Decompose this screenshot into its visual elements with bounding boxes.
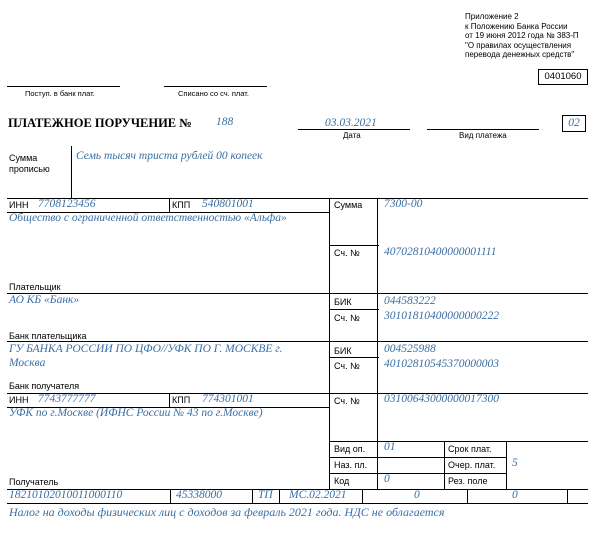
payee-bank-name-2: Москва: [9, 357, 46, 369]
received-label: Поступ. в банк плат.: [25, 89, 95, 98]
grid-line: [506, 441, 507, 490]
payer-bank-account-label: Сч. №: [334, 313, 360, 323]
grid-line: [329, 473, 506, 474]
payee-kpp: 774301001: [202, 393, 254, 405]
payer-account: 40702810400000001111: [384, 246, 497, 258]
date-label: Дата: [343, 131, 361, 140]
payer-account-label: Сч. №: [334, 248, 360, 258]
payee-account-label: Сч. №: [334, 396, 360, 406]
order-number: 188: [216, 116, 234, 128]
order-date: 03.03.2021: [325, 117, 377, 129]
payment-purpose: Налог на доходы физических лиц с доходов за февраль 2021 года. НДС не облагается: [9, 505, 445, 519]
operation-priority: 5: [512, 457, 518, 469]
payee-bank-bik-label: БИК: [334, 346, 352, 356]
grid-line: [467, 489, 468, 503]
tax-basis: ТП: [258, 489, 273, 501]
payee-bank-name-1: ГУ БАНКА РОССИИ ПО ЦФО//УФК ПО Г. МОСКВЕ г.: [9, 343, 283, 355]
payee-label: Получатель: [9, 477, 59, 487]
appendix-line-4: "О правилах осуществления: [465, 40, 572, 50]
payee-bank-label: Банк получателя: [9, 381, 80, 391]
payer-kpp: 540801001: [202, 198, 254, 210]
payee-bank-account: 40102810545370000003: [384, 358, 499, 370]
payee-bank-account-label: Сч. №: [334, 361, 360, 371]
grid-line: [170, 489, 171, 503]
operation-type: 01: [384, 441, 396, 453]
operation-type-label: Вид оп.: [334, 444, 366, 454]
payee-inn-label: ИНН: [9, 395, 29, 405]
received-line: [7, 86, 120, 87]
operation-purpose-label: Наз. пл.: [334, 460, 368, 470]
payment-type-label: Вид платежа: [459, 131, 507, 140]
grid-line: [329, 198, 330, 490]
payer-bank-label: Банк плательщика: [9, 331, 87, 341]
payer-inn-label: ИНН: [9, 200, 29, 210]
amount-label: Сумма: [334, 200, 363, 210]
operation-code-label: Код: [334, 476, 350, 486]
grid-line: [329, 457, 506, 458]
appendix-note: [465, 12, 579, 60]
grid-line: [7, 503, 588, 504]
page-title: ПЛАТЕЖНОЕ ПОРУЧЕНИЕ №: [8, 116, 192, 130]
appendix-line-2: к Положению Банка России: [465, 21, 568, 31]
amount-words-value: Семь тысяч триста рублей 00 копеек: [76, 150, 263, 162]
grid-line: [567, 489, 568, 503]
appendix-line-1: Приложение 2: [465, 12, 519, 21]
tax-oktmo: 45338000: [176, 489, 222, 501]
amount-value: 7300-00: [384, 198, 423, 210]
grid-line: [7, 341, 588, 342]
grid-line: [444, 441, 445, 490]
amount-words-label-1: Сумма: [9, 153, 38, 163]
appendix-line-3: от 19 июня 2012 года № 383-П: [465, 31, 579, 40]
grid-line: [329, 357, 379, 358]
operation-code: 0: [384, 473, 390, 485]
payer-label: Плательщик: [9, 282, 61, 292]
payer-kpp-label: КПП: [172, 200, 191, 210]
tax-kbk: 18210102010011000110: [9, 489, 123, 501]
grid-line: [377, 198, 378, 490]
payee-name: УФК по г.Москве (ИФНС России № 43 по г.Москве): [9, 407, 263, 419]
status-code-box: [562, 115, 586, 132]
operation-priority-label: Очер. плат.: [448, 460, 496, 470]
payer-bank-bik-label: БИК: [334, 297, 352, 307]
payer-name: Общество с ограниченной ответственностью «Альфа»: [9, 212, 287, 224]
form-code: 0401060: [544, 71, 582, 82]
amount-words-label-2: прописью: [9, 164, 50, 174]
appendix-line-5: перевода денежных средств": [465, 50, 575, 59]
grid-line: [329, 441, 588, 442]
payee-account: 03100643000000017300: [384, 393, 499, 405]
payee-kpp-label: КПП: [172, 395, 191, 405]
payer-bank-name: АО КБ «Банк»: [9, 294, 80, 306]
grid-line: [329, 245, 379, 246]
grid-line: [362, 489, 363, 503]
tax-doc-date: 0: [512, 489, 518, 501]
operation-term-label: Срок плат.: [448, 444, 492, 454]
grid-line: [279, 489, 280, 503]
amount-words-divider: [71, 146, 72, 198]
debited-label: Списано со сч. плат.: [178, 89, 249, 98]
tax-period: МС.02.2021: [289, 489, 347, 501]
payer-bank-bik: 044583222: [384, 295, 436, 307]
debited-line: [164, 86, 267, 87]
form-code-box: [538, 69, 588, 85]
grid-line: [169, 198, 170, 212]
grid-line: [169, 393, 170, 407]
payer-bank-account: 30101810400000000222: [384, 310, 499, 322]
payer-inn: 7708123456: [38, 198, 96, 210]
tax-doc-number: 0: [414, 489, 420, 501]
payee-bank-bik: 004525988: [384, 343, 436, 355]
status-code: 02: [568, 117, 580, 129]
grid-line: [7, 293, 588, 294]
payee-inn: 7743777777: [38, 393, 96, 405]
grid-line: [329, 309, 379, 310]
grid-line: [252, 489, 253, 503]
operation-reserve-label: Рез. поле: [448, 476, 488, 486]
